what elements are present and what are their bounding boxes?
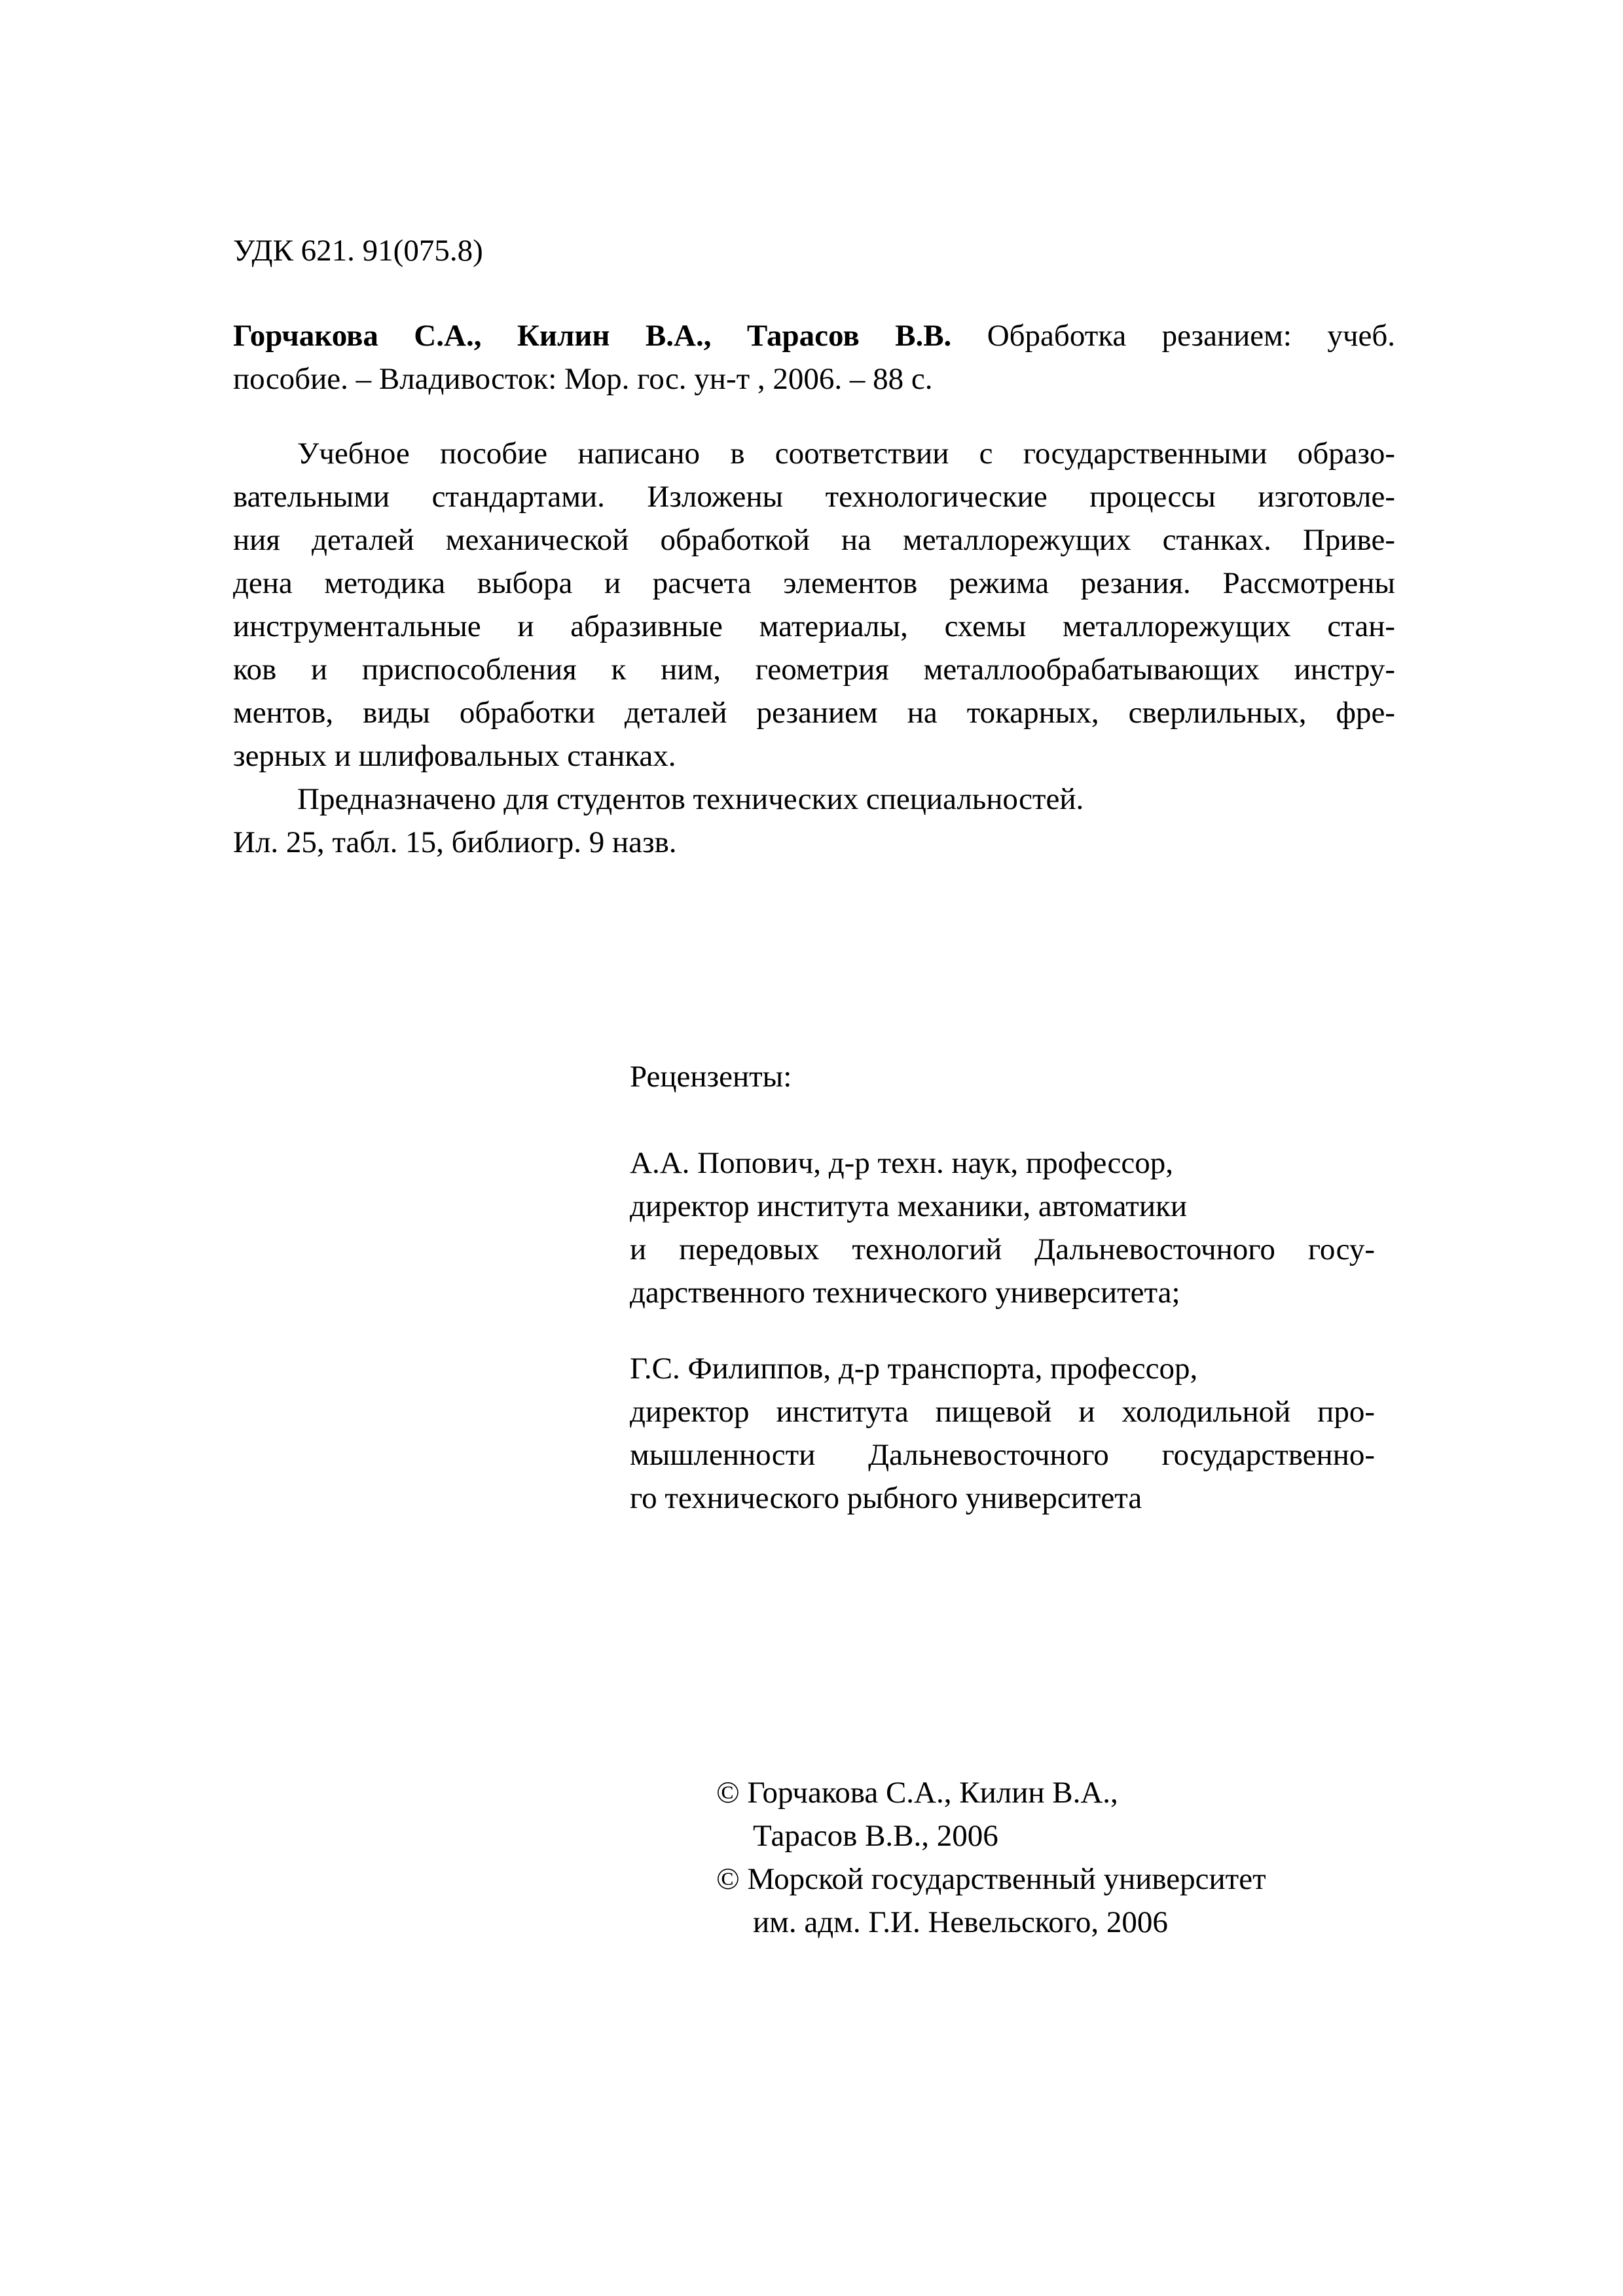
- citation-line-2: пособие. – Владивосток: Мор. гос. ун-т , 2006. – 88 с.: [233, 362, 933, 396]
- reviewer-1-line: А.А. Попович, д-р техн. наук, профессор,: [630, 1146, 1174, 1180]
- illustrations-note: Ил. 25, табл. 15, библиогр. 9 назв.: [233, 825, 677, 859]
- udk-code: УДК 621. 91(075.8): [233, 234, 483, 268]
- citation-authors: Горчакова С.А., Килин В.А., Тарасов В.В.: [233, 319, 952, 353]
- abstract-line-1: Учебное пособие написано в соответствии с государственными образо-: [297, 437, 1395, 471]
- reviewer-2-line: го технического рыбного университета: [630, 1481, 1142, 1515]
- citation-line-1: [233, 314, 1395, 357]
- abstract-line-8: зерных и шлифовальных станках.: [233, 739, 676, 773]
- reviewer-2-line: мышленности Дальневосточного государственно-: [630, 1438, 1375, 1472]
- copyright-line: © Морской государственный университет: [716, 1862, 1266, 1896]
- reviewer-2-line: Г.С. Филиппов, д-р транспорта, профессор,: [630, 1352, 1198, 1386]
- reviewer-1-line: директор института механики, автоматики: [630, 1189, 1187, 1223]
- reviewers-heading: Рецензенты:: [630, 1060, 792, 1094]
- reviewer-2-line: директор института пищевой и холодильной про-: [630, 1395, 1375, 1429]
- audience-note: Предназначено для студентов технических специальностей.: [297, 782, 1084, 816]
- reviewer-1-line: и передовых технологий Дальневосточного госу-: [630, 1232, 1375, 1266]
- abstract-line-6: ков и приспособления к ним, геометрия металлообрабатывающих инстру-: [233, 653, 1395, 687]
- copyright-line: Тарасов В.В., 2006: [753, 1819, 998, 1853]
- copyright-line: им. адм. Г.И. Невельского, 2006: [753, 1905, 1168, 1939]
- abstract-line-2: вательными стандартами. Изложены технологические процессы изготовле-: [233, 480, 1395, 514]
- abstract-line-5: инструментальные и абразивные материалы, схемы металлорежущих стан-: [233, 609, 1395, 643]
- abstract-line-4: дена методика выбора и расчета элементов режима резания. Рассмотрены: [233, 566, 1395, 600]
- abstract-line-7: ментов, виды обработки деталей резанием на токарных, сверлильных, фре-: [233, 696, 1395, 730]
- abstract-line-3: ния деталей механической обработкой на металлорежущих станках. Приве-: [233, 523, 1395, 557]
- reviewer-1-line: дарственного технического университета;: [630, 1276, 1180, 1310]
- citation-title: Обработка резанием: учеб.: [987, 319, 1395, 353]
- copyright-line: © Горчакова С.А., Килин В.А.,: [716, 1776, 1118, 1810]
